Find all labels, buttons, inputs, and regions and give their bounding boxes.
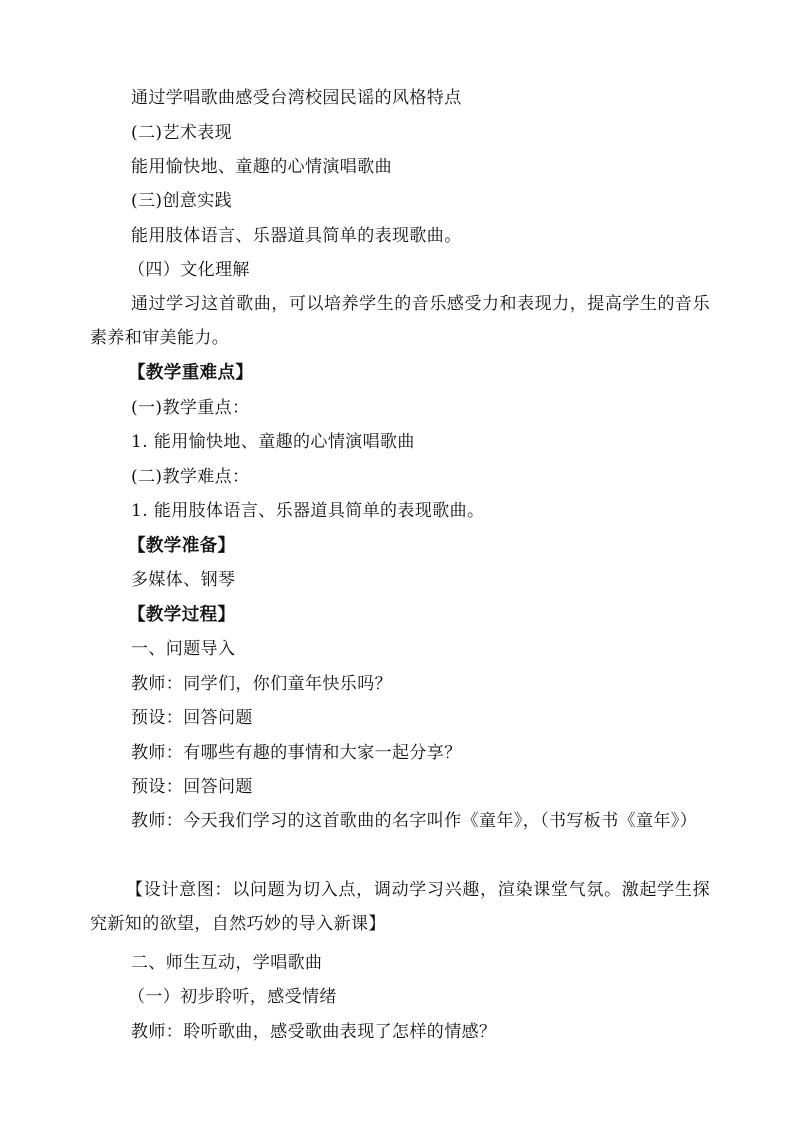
text-line: 1. 能用愉快地、童趣的心情演唱歌曲 [131,432,415,452]
paragraph-teacher-intro: 教师：今天我们学习的这首歌曲的名字叫作《童年》，（书写板书《童年》） [131,811,698,831]
text-line: 多媒体、钢琴 [131,570,236,590]
subheading-creative-practice: (三)创意实践 [131,191,233,211]
section-heading-process: 【教学过程】 [128,605,236,625]
paragraph-cultural-goal: 通过学习这首歌曲，可以培养学生的音乐感受力和表现力，提高学生的音乐素养和审美能力。 [90,294,710,348]
text-line: 教师：聆听歌曲，感受歌曲表现了怎样的情感？ [131,1022,497,1042]
section-heading-key-difficulties: 【教学重难点】 [128,363,254,383]
text-line: 预设：回答问题 [131,708,253,728]
text-line: 教师：同学们，你们童年快乐吗？ [131,674,392,694]
text-line: 预设：回答问题 [131,777,253,797]
text-line: 能用愉快地、童趣的心情演唱歌曲 [131,157,392,177]
subheading-interaction: 二、师生互动，学唱歌曲 [131,953,323,973]
subheading-first-listening: （一）初步聆听，感受情绪 [128,987,337,1007]
section-heading-preparation: 【教学准备】 [128,536,236,556]
text-line: 1. 能用肢体语言、乐器道具简单的表现歌曲。 [131,501,485,521]
text-line: 通过学唱歌曲感受台湾校园民谣的风格特点 [131,88,462,108]
text-line: 能用肢体语言、乐器道具简单的表现歌曲。 [131,226,462,246]
subheading-artistic-expression: (二)艺术表现 [131,123,233,143]
text-line: 教师：有哪些有趣的事情和大家一起分享？ [131,743,462,763]
subheading-difficulties: (二)教学难点： [131,467,250,487]
subheading-key-points: (一)教学重点： [131,398,250,418]
subheading-cultural-understanding: （四）文化理解 [128,260,250,280]
subheading-introduction: 一、问题导入 [131,639,236,659]
paragraph-design-intent: 【设计意图：以问题为切入点，调动学习兴趣，渲染课堂气氛。激起学生探究新知的欲望，自然巧妙的导入新课】 [90,880,710,934]
